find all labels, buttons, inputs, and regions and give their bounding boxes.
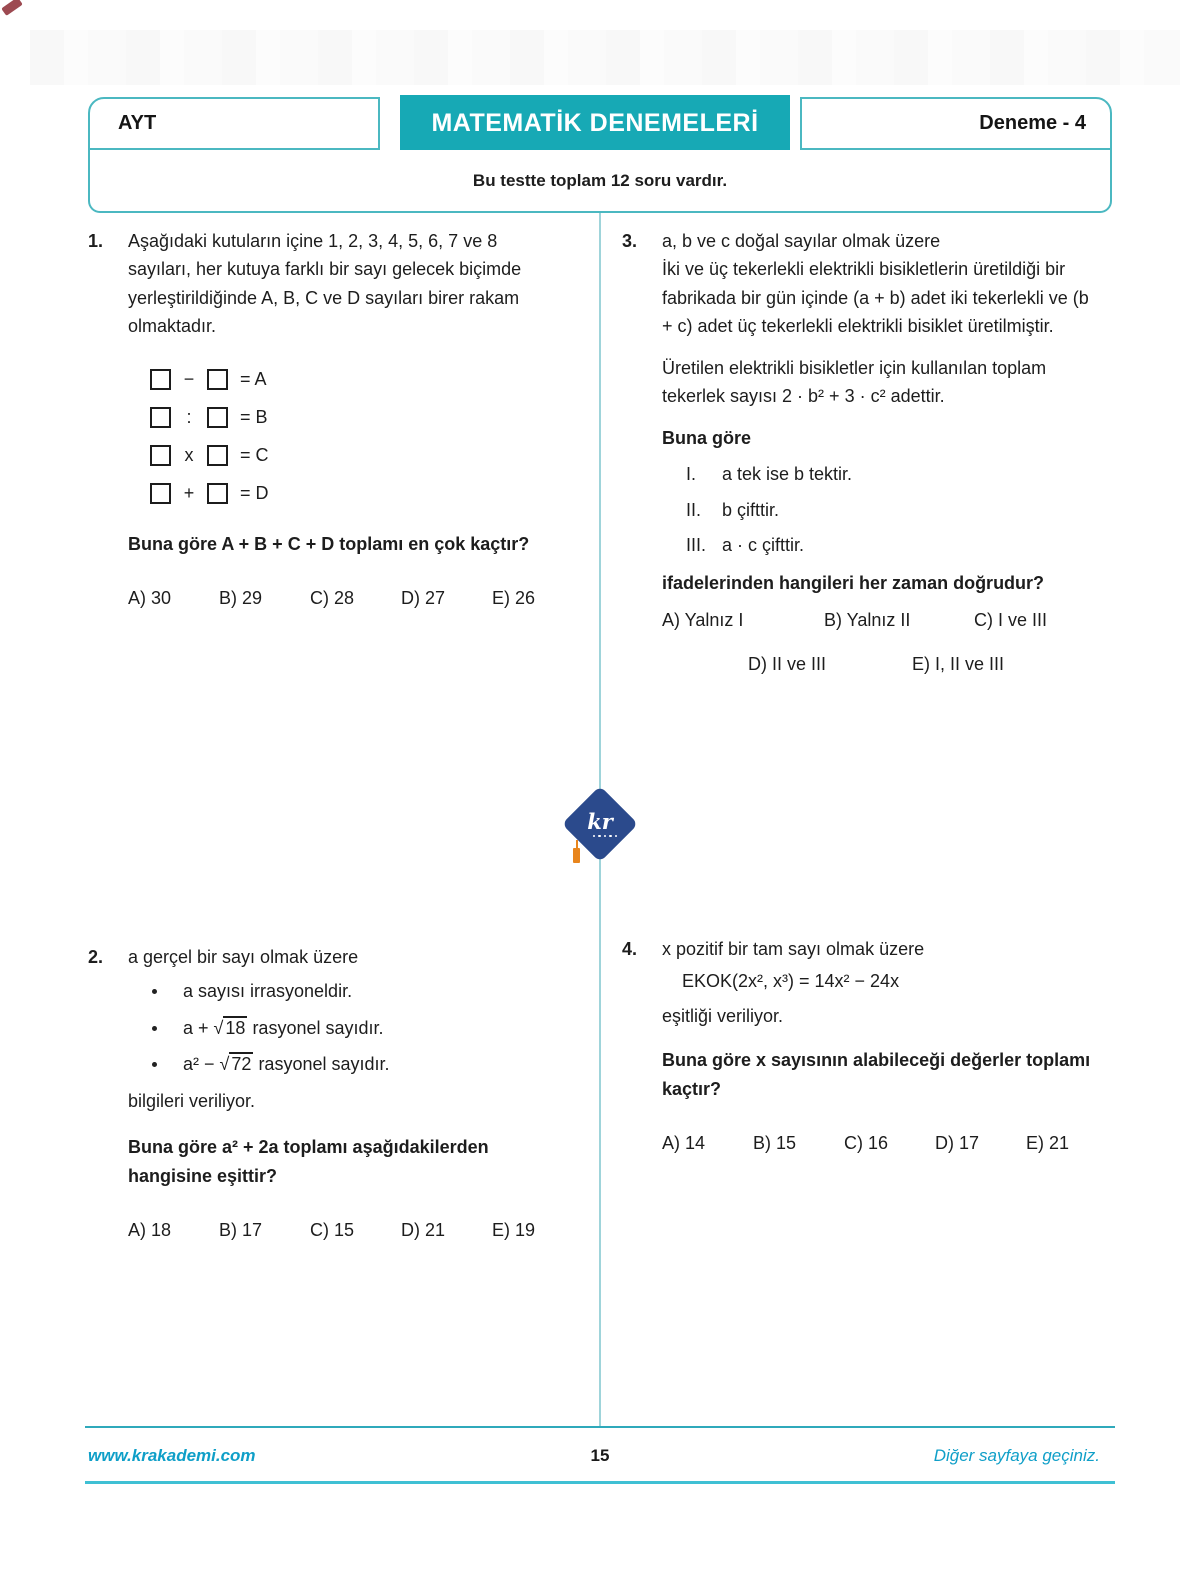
bullet-text: a + √ [183,1017,224,1038]
question-3-paragraph-2: Üretilen elektrikli bisikletler için kullanılan toplam tekerlek sayısı 2 · b² + 3 · c² adettir. [662,357,1047,407]
column-divider-bottom [599,858,601,1426]
bullet-text: rasyonel sayıdır. [247,1017,384,1038]
statement-row [686,531,1104,559]
scan-corner-mark [1,0,23,16]
exam-title: MATEMATİK DENEMELERİ [431,108,759,137]
equation-row [150,405,550,430]
option-e: E) I, II ve III [912,654,1005,675]
blank-box-icon [150,369,171,390]
statement-numeral: I. [686,464,697,485]
question-4 [622,935,1104,1158]
statement-text: a · c çifttir. [722,534,805,555]
publisher-logo-dots [593,835,618,838]
option-a: A) 30 [128,588,172,609]
question-4-formula: EKOK(2x², x³) = 14x² − 24x [682,971,900,992]
option-b: B) 29 [219,588,263,609]
instruction-text: Bu testte toplam 12 soru vardır. [472,170,728,190]
instruction-box [88,150,1112,213]
question-4-intro: x pozitif bir tam sayı olmak üzere [662,939,925,959]
question-1-prompt: Buna göre A + B + C + D toplamı en çok kaçtır? [128,533,530,554]
question-2-options [128,1216,550,1244]
logo-tassel-icon [573,848,580,863]
question-1-options [128,584,550,612]
option-a: A) 14 [662,1133,706,1154]
question-3-intro: a, b ve c doğal sayılar olmak üzere [662,231,941,251]
option-d: D) 21 [401,1220,446,1241]
option-d: D) 27 [401,588,446,609]
operator: : [186,407,192,428]
blank-box-icon [150,407,171,428]
bullet-dot-icon [152,989,157,994]
option-d: D) 17 [935,1133,980,1154]
question-4-options [662,1129,1104,1157]
question-4-mid: eşitliği veriliyor. [662,1005,784,1026]
option-c: C) I ve III [974,609,1048,630]
blank-box-icon [207,407,228,428]
option-a: A) 18 [128,1220,172,1241]
question-3 [622,227,1104,679]
footer-divider-top [85,1426,1115,1428]
question-3-options-row-2 [748,650,1104,678]
question-1-box-equations [150,367,550,506]
bullet-text: rasyonel sayıdır. [253,1054,390,1075]
bullet-item [128,1014,550,1042]
radicand: 72 [231,1054,252,1075]
question-4-number: 4. [622,939,638,959]
publisher-logo-text: kr [587,808,613,834]
bullet-text: a² − √ [183,1054,230,1075]
option-c: C) 15 [310,1220,355,1241]
equation-row [150,443,550,468]
blank-box-icon [150,445,171,466]
question-2-intro: a gerçel bir sayı olmak üzere [128,947,359,967]
blank-box-icon [207,445,228,466]
question-2-bullets [128,977,550,1078]
booklet-box [800,97,1112,150]
equation-result: = C [240,445,269,466]
question-3-number: 3. [622,231,638,251]
booklet-label: Deneme - 4 [979,112,1086,134]
exam-title-banner [400,95,790,151]
question-4-prompt: Buna göre x sayısının alabileceği değerler toplamı kaçtır? [662,1050,1091,1099]
equation-result: = D [240,483,269,504]
question-3-statements [686,460,1104,559]
statement-row [686,496,1104,524]
question-3-prompt: ifadelerinden hangileri her zaman doğrudur? [662,573,1045,594]
operator: x [184,445,194,466]
question-2-number: 2. [88,947,104,967]
bullet-item [128,1050,550,1078]
blank-box-icon [207,483,228,504]
statement-text: b çifttir. [722,499,780,520]
option-c: C) 16 [844,1133,889,1154]
exam-type-box [88,97,380,150]
question-3-lead: Buna göre [662,427,752,448]
statement-text: a tek ise b tektir. [722,464,853,485]
option-e: E) 26 [492,588,536,609]
equation-result: = A [240,369,267,390]
option-b: B) 15 [753,1133,797,1154]
blank-box-icon [150,483,171,504]
blank-box-icon [207,369,228,390]
radicand: 18 [225,1017,246,1038]
option-d: D) II ve III [748,654,827,675]
bullet-dot-icon [152,1062,157,1067]
operator: − [183,369,195,390]
question-2-prompt: Buna göre a² + 2a toplamı aşağıdakilerden hangisine eşittir? [128,1137,489,1186]
statement-numeral: II. [686,499,702,520]
footer-next-page-note: Diğer sayfaya geçiniz. [933,1446,1100,1465]
footer-website: www.krakademi.com [88,1446,256,1465]
option-e: E) 21 [1026,1133,1070,1154]
equation-row [150,367,550,392]
question-3-paragraph-1: İki ve üç tekerlekli elektrikli bisikletlerin üretildiği bir fabrikada bir gün içinde (a + b) adet iki tekerlekli ve (b + c) adet üç tekerlekli elektrikli bisiklet üretilmiştir. [662,259,1089,337]
footer-divider-bottom [85,1481,1115,1484]
option-b: B) 17 [219,1220,263,1241]
column-divider-top [599,213,601,790]
option-a: A) Yalnız I [662,609,744,630]
footer-page-number: 15 [590,1446,610,1465]
statement-row [686,460,1104,488]
bullet-text: a sayısı irrasyoneldir. [183,981,353,1002]
question-1-number: 1. [88,231,104,251]
question-1-text: Aşağıdaki kutuların içine 1, 2, 3, 4, 5, 6, 7 ve 8 sayıları, her kutuya farklı bir sayı gelecek biçimde yerleştirildiğinde A, B, C ve D sayıları birer rakam olmaktadır. [128,231,522,337]
question-1 [88,227,550,613]
option-b: B) Yalnız II [824,609,911,630]
equation-row [150,481,550,506]
statement-numeral: III. [686,534,707,555]
question-2 [88,943,550,1245]
equation-result: = B [240,407,268,428]
question-2-outro: bilgileri veriliyor. [128,1090,256,1111]
option-e: E) 19 [492,1220,536,1241]
question-3-options-row-1 [662,606,1104,634]
bullet-item [128,977,550,1005]
bullet-dot-icon [152,1026,157,1031]
option-c: C) 28 [310,588,355,609]
scan-ghost-band [30,30,1180,85]
operator: + [183,483,195,504]
exam-type-label: AYT [118,112,157,134]
